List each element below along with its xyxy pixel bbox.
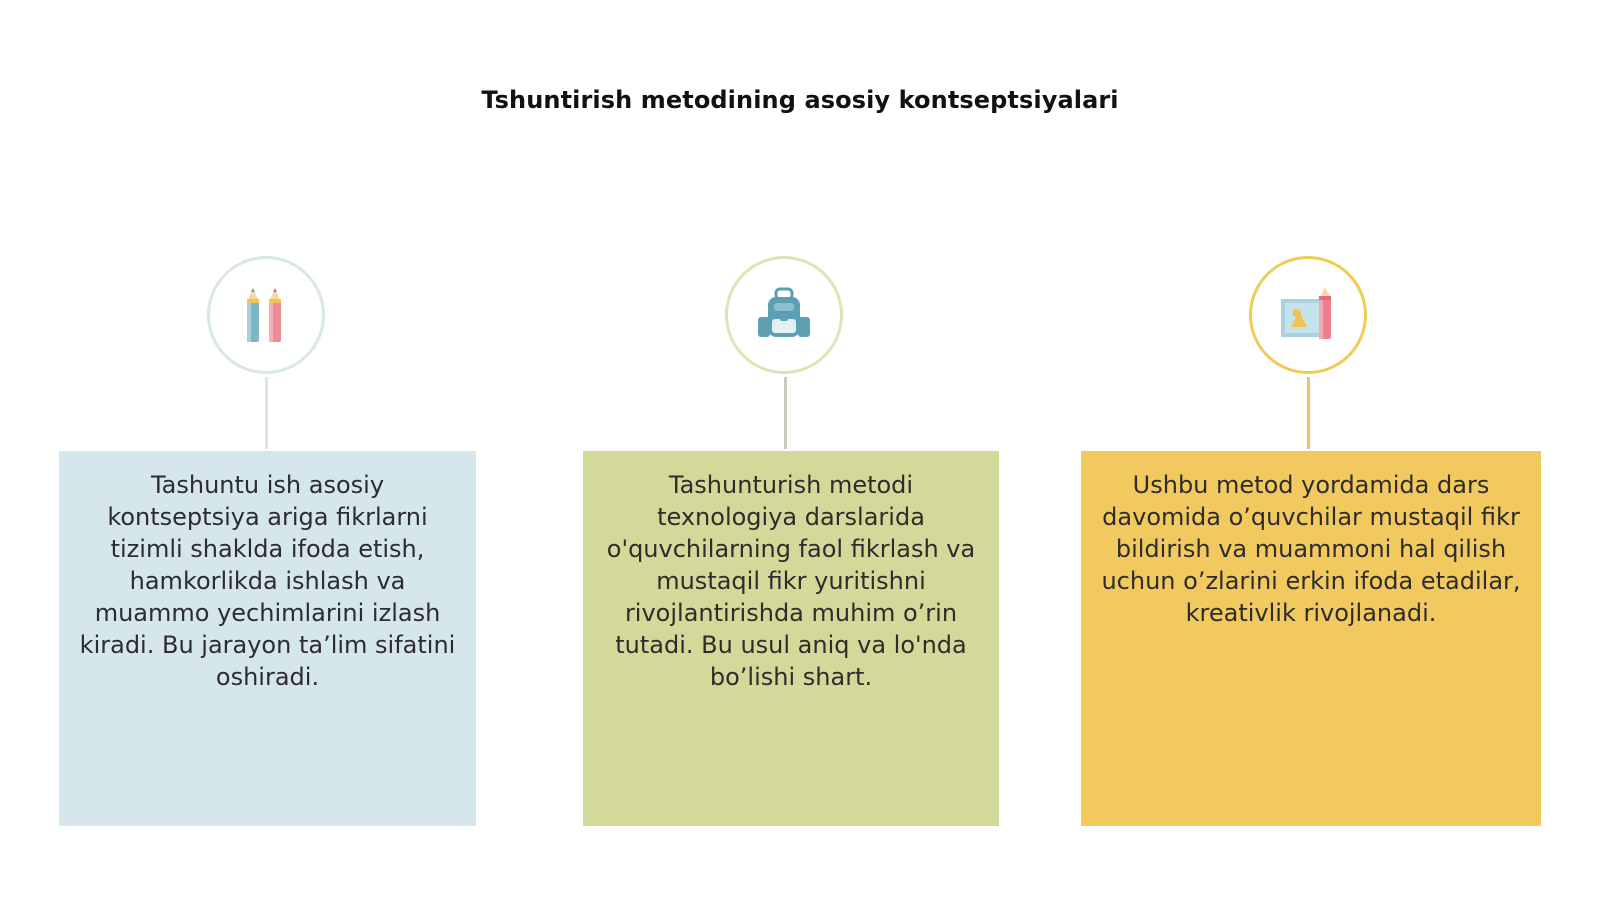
slide-title: Tshuntirish metodining asosiy kontseptsiyalari bbox=[481, 86, 1119, 114]
column-3-card bbox=[1081, 451, 1541, 826]
pencils-icon bbox=[237, 282, 295, 348]
column-2-text: Tashunturish metodi texnologiya darslarida o'quvchilarning faol fikrlash va mustaqil fikr yuritishni rivojlantirishda muhim o’rin tutadi. Bu usul aniq va lo'nda bo’lishi shart. bbox=[606, 471, 976, 691]
column-3-connector bbox=[1307, 377, 1310, 449]
picture-pencil-icon bbox=[1277, 285, 1339, 345]
column-1-card bbox=[59, 451, 476, 826]
column-2-connector bbox=[784, 377, 787, 449]
column-1-text: Tashuntu ish asosiy kontseptsiya ariga fikrlarni tizimli shaklda ifoda etish, hamkorlikda ishlash va muammo yechimlarini izlash kiradi. Bu jarayon ta’lim sifatini oshiradi. bbox=[79, 471, 456, 691]
column-2-card bbox=[583, 451, 999, 826]
column-3-icon-circle bbox=[1249, 256, 1367, 374]
column-2-icon-circle bbox=[725, 256, 843, 374]
column-3-text: Ushbu metod yordamida dars davomida o’quvchilar mustaqil fikr bildirish va muammoni hal qilish uchun o’zlarini erkin ifoda etadilar, kreativlik rivojlanadi. bbox=[1101, 471, 1521, 627]
backpack-icon bbox=[754, 285, 814, 345]
column-1-connector bbox=[265, 377, 268, 449]
column-1-icon-circle bbox=[207, 256, 325, 374]
